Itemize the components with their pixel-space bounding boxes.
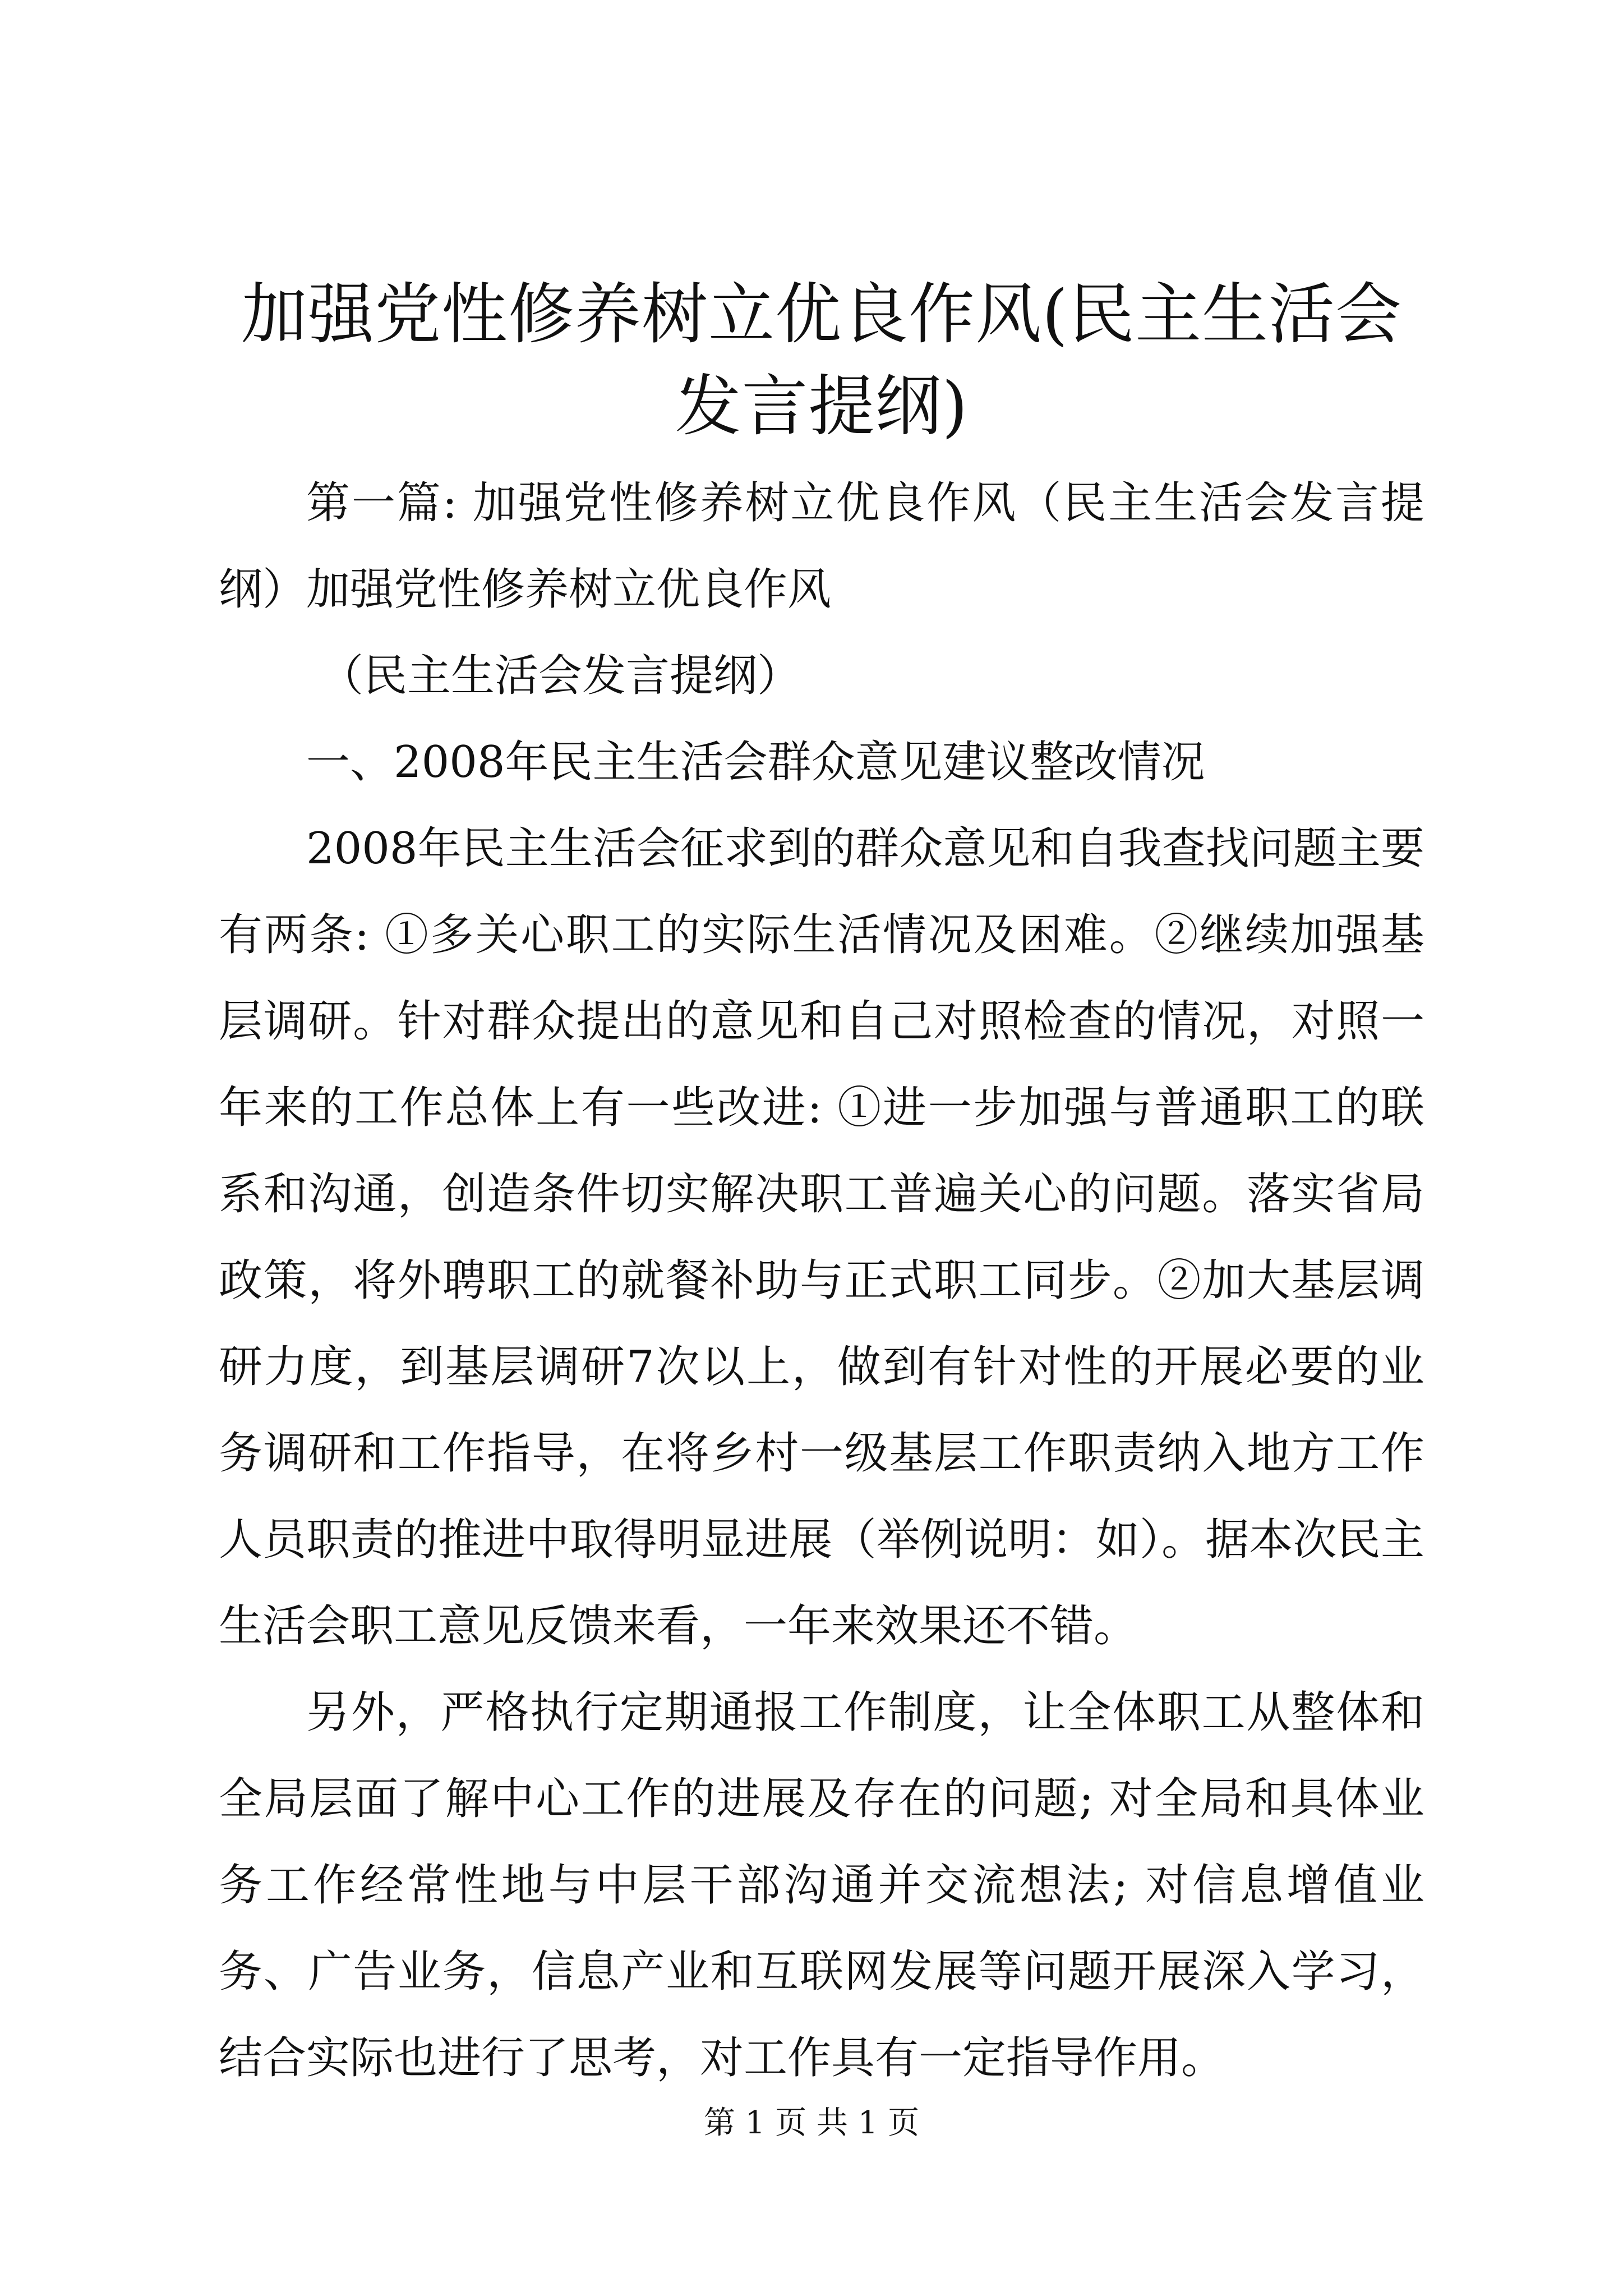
paragraph-4: 2008年民主生活会征求到的群众意见和自我查找问题主要有两条: ①多关心职工的实际生活情况及困难。②继续加强基层调研。针对群众提出的意见和自己对照检查的情况，对照一年来的工作总体上有一些改进: ①进一步加强与普通职工的联系和沟通，创造条件切实解决职工普遍关心的问题。落实省局政策，将外聘职工的就餐补助与正式职工同步。②加大基层调研力度，到基层调研7次以上，做到有针对性的开展必要的业务调研和工作指导，在将乡村一级基层工作职责纳入地方工作人员职责的推进中取得明显进展（举例说明：如）。据本次民主生活会职工意见反馈来看，一年来效果还不错。 bbox=[219, 823, 1424, 1651]
paragraph-2: （民主生活会发言提纲） bbox=[320, 651, 801, 701]
document-body bbox=[219, 460, 1424, 2101]
paragraph-1: 第一篇: 加强党性修养树立优良作风（民主生活会发言提纲）加强党性修养树立优良作风 bbox=[219, 478, 1424, 615]
page-footer: 第 1 页 共 1 页 bbox=[703, 2105, 920, 2141]
paragraph-3: 一、2008年民主生活会群众意见建议整改情况 bbox=[306, 737, 1205, 788]
document-title: 加强党性修养树立优良作风(民主生活会发言提纲) bbox=[241, 275, 1403, 445]
paragraph-5: 另外，严格执行定期通报工作制度，让全体职工从整体和全局层面了解中心工作的进展及存在的问题; 对全局和具体业务工作经常性地与中层干部沟通并交流想法; 对信息增值业务、广告业务，信息产业和互联网发展等问题开展深入学习，结合实际也进行了思考，对工作具有一定指导作用。 bbox=[219, 1687, 1424, 2083]
